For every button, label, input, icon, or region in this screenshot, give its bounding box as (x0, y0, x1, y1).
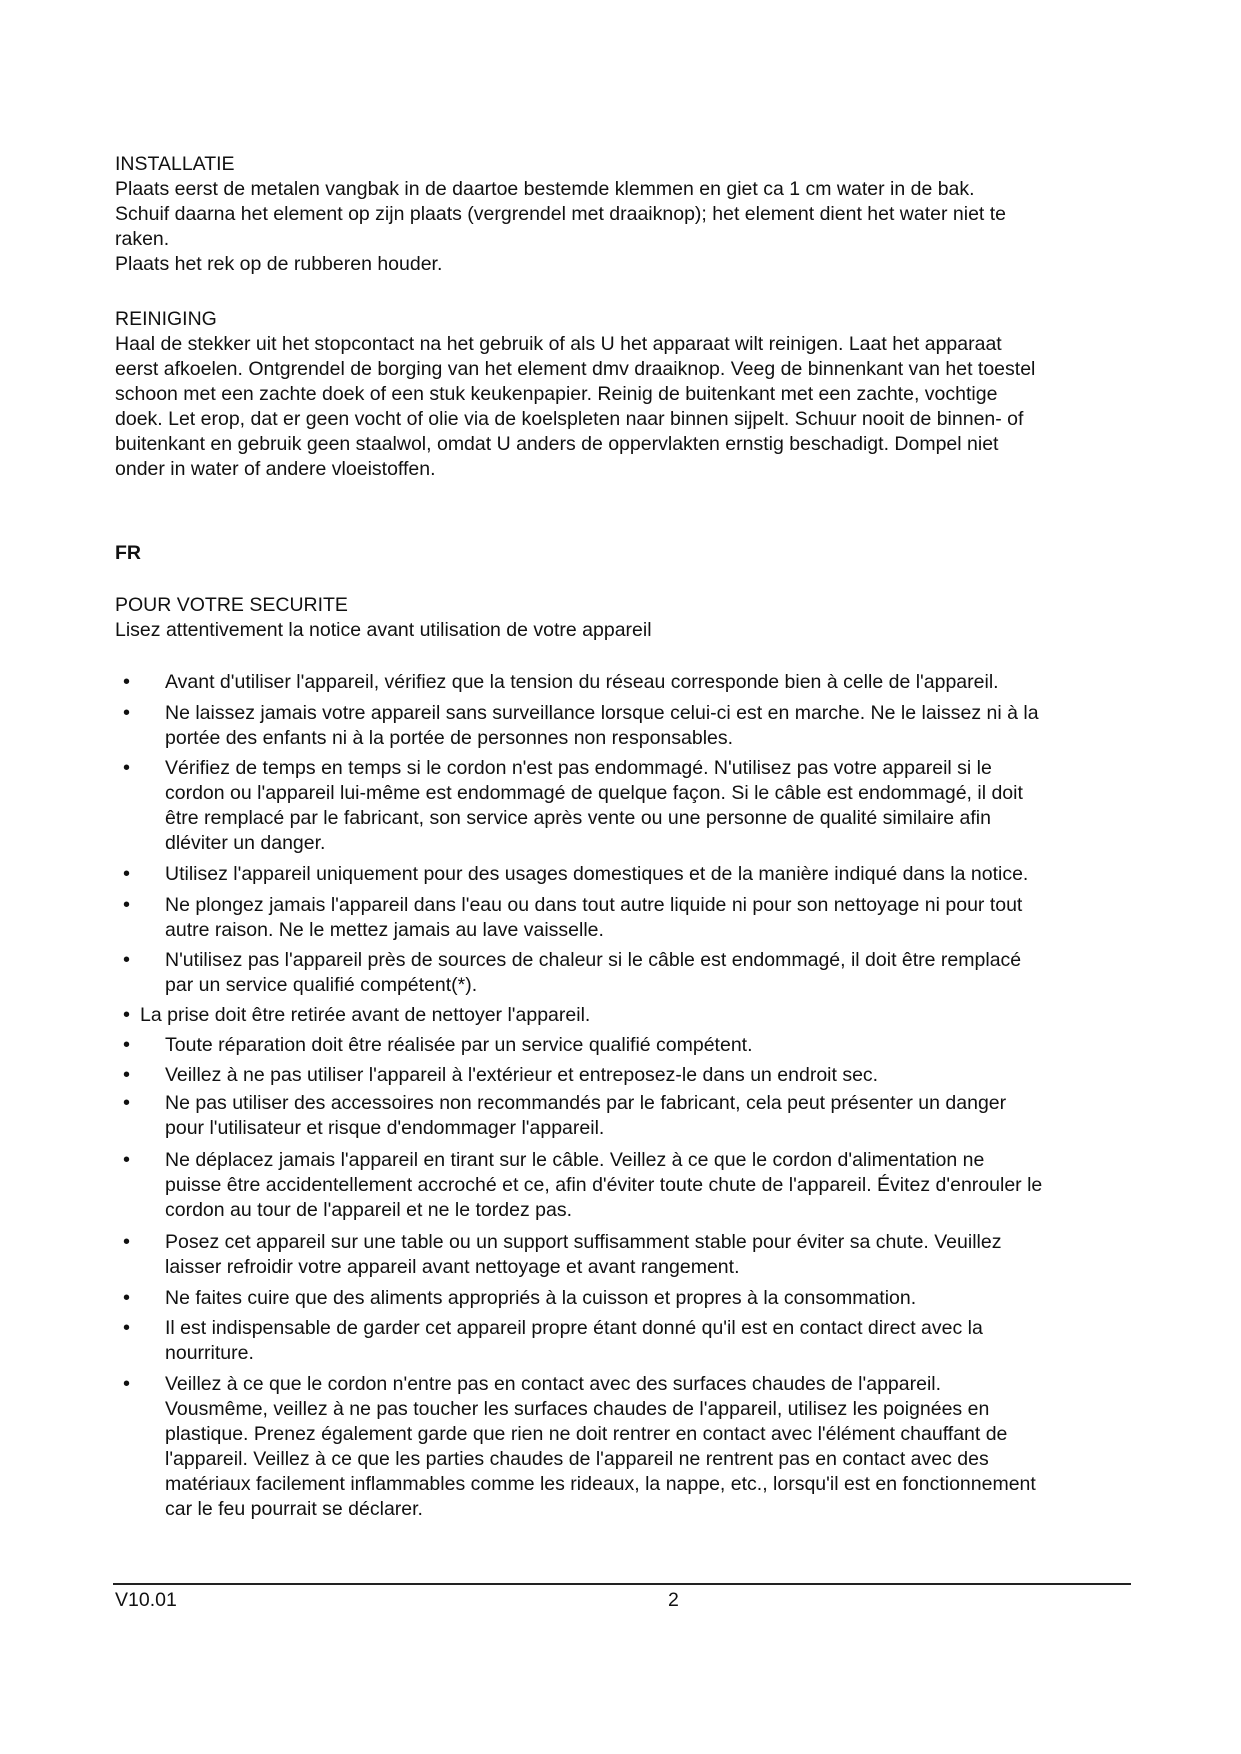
language-code: FR (115, 542, 141, 564)
reiniging-line: schoon met een zachte doek of een stuk keukenpapier. Reinig de buitenkant met een zachte, vochtige (115, 383, 998, 405)
bullet-line: nourriture. (165, 1342, 254, 1364)
bullet-line: laisser refroidir votre appareil avant nettoyage et avant rangement. (165, 1256, 740, 1278)
installatie-line: Schuif daarna het element op zijn plaats (vergrendel met draaiknop); het element dient het water niet te (115, 203, 1007, 225)
bullet-line: Vousmême, veillez à ne pas toucher les surfaces chaudes de l'appareil, utilisez les poignées en (165, 1398, 990, 1420)
installatie-heading: INSTALLATIE (115, 153, 235, 175)
bullet-icon: • (123, 863, 131, 885)
bullet-icon: • (123, 757, 131, 779)
installatie-line: Plaats het rek op de rubberen houder. (115, 253, 443, 275)
reiniging-line: Haal de stekker uit het stopcontact na het gebruik of als U het apparaat wilt reinigen. Laat het apparaat (115, 333, 1002, 355)
footer-divider (113, 1583, 1131, 1585)
list-item (115, 1230, 1001, 1280)
bullet-line: cordon ou l'appareil lui-même est endommagé de quelque façon. Si le câble est endommagé, il doit (165, 782, 1023, 804)
bullet-line: Posez cet appareil sur une table ou un support suffisamment stable pour éviter sa chute. Veuillez (165, 1231, 1002, 1253)
bullet-line: La prise doit être retirée avant de nettoyer l'appareil. (140, 1004, 591, 1026)
list-item (115, 1316, 983, 1366)
securite-section (115, 593, 1155, 643)
bullet-line: Veillez à ce que le cordon n'entre pas en contact avec des surfaces chaudes de l'appareil. (165, 1373, 942, 1395)
reiniging-heading: REINIGING (115, 308, 217, 330)
bullet-line: portée des enfants ni à la portée de personnes non responsables. (165, 727, 734, 749)
list-item (115, 670, 999, 695)
bullet-line: pour l'utilisateur et risque d'endommager l'appareil. (165, 1117, 605, 1139)
list-item (115, 1372, 1036, 1522)
list-item (115, 1148, 1042, 1223)
footer-version: V10.01 (115, 1589, 177, 1611)
list-item (115, 1003, 590, 1028)
bullet-line: Vérifiez de temps en temps si le cordon n'est pas endommagé. N'utilisez pas votre appareil si le (165, 757, 992, 779)
bullet-line: Utilisez l'appareil uniquement pour des usages domestiques et de la manière indiqué dans la notice. (165, 863, 1029, 885)
bullet-line: Ne laissez jamais votre appareil sans surveillance lorsque celui-ci est en marche. Ne le laissez ni à la (165, 702, 1039, 724)
bullet-line: Avant d'utiliser l'appareil, vérifiez que la tension du réseau corresponde bien à celle de l'appareil. (165, 671, 999, 693)
installatie-section (115, 152, 1155, 277)
bullet-line: dléviter un danger. (165, 832, 326, 854)
bullet-line: autre raison. Ne le mettez jamais au lave vaisselle. (165, 919, 604, 941)
bullet-line: Ne pas utiliser des accessoires non recommandés par le fabricant, cela peut présenter un danger (165, 1092, 1007, 1114)
bullet-icon: • (123, 1149, 131, 1171)
bullet-line: matériaux facilement inflammables comme les rideaux, la nappe, etc., lorsqu'il est en fonctionnement (165, 1473, 1036, 1495)
bullet-icon: • (123, 1317, 131, 1339)
reiniging-section (115, 307, 1155, 482)
bullet-icon: • (123, 1004, 131, 1026)
bullet-icon: • (123, 894, 131, 916)
bullet-line: cordon au tour de l'appareil et ne le tordez pas. (165, 1199, 572, 1221)
list-item (115, 893, 1022, 943)
bullet-line: l'appareil. Veillez à ce que les parties chaudes de l'appareil ne rentrent pas en contact avec des (165, 1448, 989, 1470)
list-item (115, 1063, 878, 1088)
bullet-icon: • (123, 1287, 131, 1309)
bullet-icon: • (123, 1373, 131, 1395)
bullet-line: car le feu pourrait se déclarer. (165, 1498, 423, 1520)
list-item (115, 756, 1023, 856)
bullet-line: Il est indispensable de garder cet appareil propre étant donné qu'il est en contact direct avec la (165, 1317, 983, 1339)
bullet-line: puisse être accidentellement accroché et ce, afin d'éviter toute chute de l'appareil. Évitez d'enrouler le (165, 1174, 1043, 1196)
reiniging-line: eerst afkoelen. Ontgrendel de borging van het element dmv draaiknop. Veeg de binnenkant van het toestel (115, 358, 1036, 380)
bullet-icon: • (123, 671, 131, 693)
list-item (115, 1091, 1006, 1141)
bullet-line: Ne déplacez jamais l'appareil en tirant sur le câble. Veillez à ce que le cordon d'alimentation ne (165, 1149, 985, 1171)
bullet-icon: • (123, 702, 131, 724)
list-item (115, 948, 1021, 998)
installatie-line: raken. (115, 228, 170, 250)
bullet-line: N'utilisez pas l'appareil près de sources de chaleur si le câble est endommagé, il doit être remplacé (165, 949, 1022, 971)
bullet-icon: • (123, 949, 131, 971)
bullet-icon: • (123, 1231, 131, 1253)
bullet-line: Toute réparation doit être réalisée par un service qualifié compétent. (165, 1034, 753, 1056)
bullet-line: par un service qualifié compétent(*). (165, 974, 478, 996)
list-item (115, 1286, 916, 1311)
securite-heading: POUR VOTRE SECURITE (115, 594, 348, 616)
page-number: 2 (668, 1589, 679, 1611)
bullet-icon: • (123, 1034, 131, 1056)
bullet-line: plastique. Prenez également garde que rien ne doit rentrer en contact avec l'élément chauffant de (165, 1423, 1008, 1445)
reiniging-line: doek. Let erop, dat er geen vocht of olie via de koelspleten naar binnen sijpelt. Schuur nooit de binnen- of (115, 408, 1024, 430)
bullet-line: Ne plongez jamais l'appareil dans l'eau ou dans tout autre liquide ni pour son nettoyage ni pour tout (165, 894, 1023, 916)
bullet-icon: • (123, 1092, 131, 1114)
bullet-line: Veillez à ne pas utiliser l'appareil à l'extérieur et entreposez-le dans un endroit sec. (165, 1064, 879, 1086)
bullet-line: Ne faites cuire que des aliments appropriés à la cuisson et propres à la consommation. (165, 1287, 917, 1309)
list-item (115, 862, 1028, 887)
language-section-label (115, 541, 1155, 566)
installatie-line: Plaats eerst de metalen vangbak in de daartoe bestemde klemmen en giet ca 1 cm water in de bak. (115, 178, 975, 200)
securite-intro: Lisez attentivement la notice avant utilisation de votre appareil (115, 619, 652, 641)
list-item (115, 1033, 753, 1058)
reiniging-line: buitenkant en gebruik geen staalwol, omdat U anders de oppervlakten ernstig beschadigt. Dompel niet (115, 433, 999, 455)
bullet-line: être remplacé par le fabricant, son service après vente ou une personne de qualité similaire afin (165, 807, 991, 829)
reiniging-line: onder in water of andere vloeistoffen. (115, 458, 436, 480)
list-item (115, 701, 1039, 751)
bullet-icon: • (123, 1064, 131, 1086)
